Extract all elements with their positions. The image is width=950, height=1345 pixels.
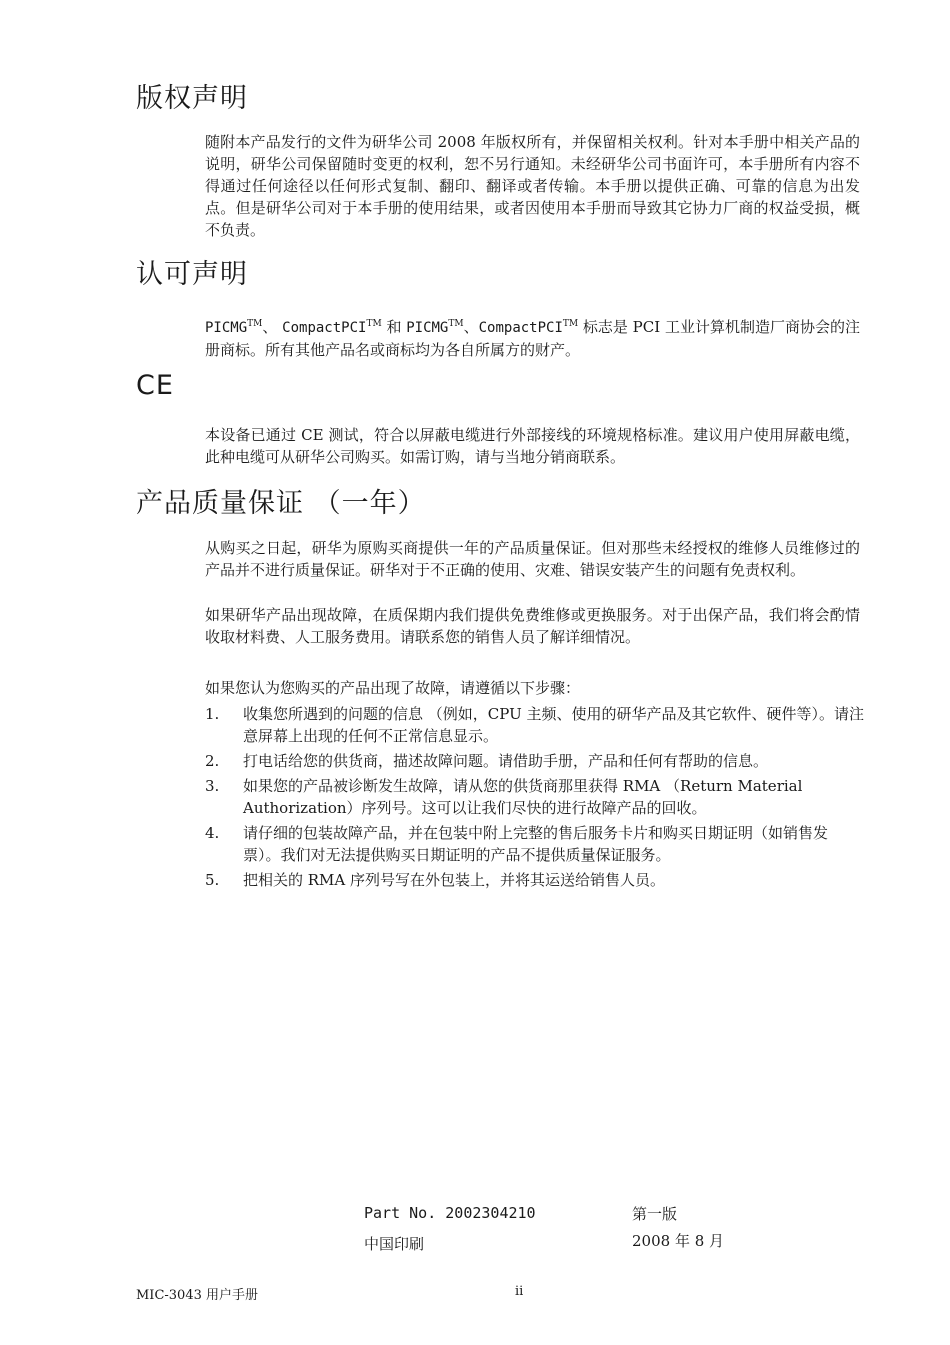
warranty-intro: 如果您认为您购买的产品出现了故障，请遵循以下步骤： [205, 679, 581, 697]
warranty-heading: 产品质量保证 （一年） [136, 488, 426, 519]
ce-text: 本设备已通过 CE 测试，符合以屏蔽电缆进行外部接线的环境规格标准。建议用户使用屏蔽电缆，此种电缆可从研华公司购买。如需订购，请与当地分销商联系。 [205, 426, 860, 466]
step-number: 5. [205, 871, 220, 889]
step-text: 收集您所遇到的问题的信息 （例如，CPU 主频、使用的研华产品及其它软件、硬件等）。请注意屏幕上出现的任何不正常信息显示。 [243, 705, 864, 745]
list-item [205, 750, 865, 772]
conjunction: 和 [381, 318, 407, 336]
warranty-steps [205, 703, 865, 894]
step-text: 把相关的 RMA 序列号写在外包装上，并将其运送给销售人员。 [243, 871, 666, 889]
list-item [205, 775, 865, 819]
page-number: ii [515, 1284, 524, 1299]
copyright-text: 随附本产品发行的文件为研华公司 2008 年版权所有，并保留相关权利。针对本手册中相关产品的说明，研华公司保留随时变更的权利，恕不另行通知。未经研华公司书面许可，本手册所有内容不得通过任何途径以任何形式复制、翻印、翻译或者传输。本手册以提供正确、可靠的信息为出发点。但是研华公司对于本手册的使用结果，或者因使用本手册而导致其它协力厂商的权益受损，概不负责。 [205, 133, 860, 239]
list-item [205, 703, 865, 747]
edition: 第一版 [632, 1205, 678, 1223]
part-number: Part No. 2002304210 [364, 1204, 536, 1222]
step-text: 打电话给您的供货商，描述故障问题。请借助手册，产品和任何有帮助的信息。 [243, 752, 769, 770]
tm-mark: TM [448, 319, 464, 329]
separator: 、 [463, 318, 479, 336]
tm-mark: TM [366, 319, 382, 329]
trademark-picmg: PICMG [406, 320, 449, 336]
warranty-paragraph-2: 如果研华产品出现故障，在质保期内我们提供免费维修或更换服务。对于出保产品，我们将会酌情收取材料费、人工服务费用。请联系您的销售人员了解详细情况。 [205, 606, 860, 646]
acknowledgement-rest: 标志是 PCI 工业计算机制造厂商协会的注册商标。所有其他产品名或商标均为各自所属方的财产。 [205, 318, 860, 359]
ce-heading: CE [136, 370, 174, 401]
trademark-compactpci: CompactPCI [282, 320, 367, 336]
trademark-compactpci: CompactPCI [478, 320, 563, 336]
list-item [205, 869, 865, 891]
tm-mark: TM [247, 319, 263, 329]
print-date: 2008 年 8 月 [632, 1232, 725, 1250]
acknowledgement-heading: 认可声明 [136, 259, 248, 290]
step-text: 如果您的产品被诊断发生故障，请从您的供货商那里获得 RMA （Return Material Authorization）序列号。这可以让我们尽快的进行故障产品的回收。 [243, 777, 803, 817]
tm-mark: TM [562, 319, 579, 329]
warranty-paragraph-1: 从购买之日起，研华为原购买商提供一年的产品质量保证。但对那些未经授权的维修人员维修过的产品并不进行质量保证。研华对于不正确的使用、灾难、错误安装产生的问题有免责权利。 [205, 539, 860, 579]
step-text: 请仔细的包装故障产品，并在包装中附上完整的售后服务卡片和购买日期证明（如销售发票）。我们对无法提供购买日期证明的产品不提供质量保证服务。 [243, 824, 829, 864]
copyright-heading: 版权声明 [136, 83, 248, 114]
acknowledgement-text [205, 313, 860, 361]
manual-title: MIC-3043 用户手册 [136, 1288, 259, 1303]
step-number: 2. [205, 752, 220, 770]
trademark-picmg: PICMG [205, 320, 248, 336]
list-item [205, 822, 865, 866]
printed-in: 中国印刷 [364, 1235, 425, 1253]
step-number: 4. [205, 824, 220, 842]
step-number: 1. [205, 705, 220, 723]
separator: 、 [262, 318, 283, 336]
step-number: 3. [205, 777, 220, 795]
